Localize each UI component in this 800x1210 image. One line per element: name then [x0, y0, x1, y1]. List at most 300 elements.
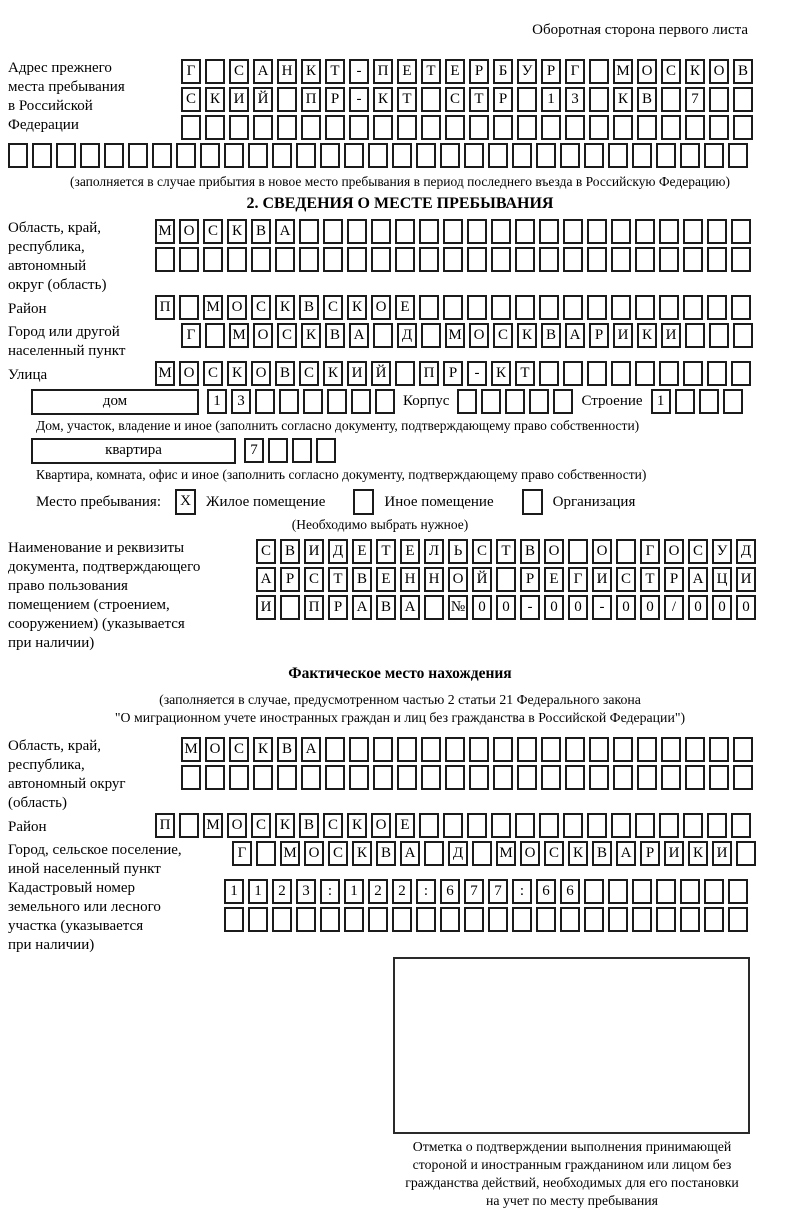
char-cell[interactable]: [611, 247, 631, 272]
char-cell[interactable]: [731, 295, 751, 320]
char-cell[interactable]: [443, 813, 463, 838]
char-cell[interactable]: К: [205, 87, 225, 112]
char-cell[interactable]: [229, 765, 249, 790]
char-cell[interactable]: И: [229, 87, 249, 112]
char-cell[interactable]: К: [275, 813, 295, 838]
char-cell[interactable]: [493, 115, 513, 140]
char-cell[interactable]: [685, 323, 705, 348]
char-cell[interactable]: [728, 907, 748, 932]
char-cell[interactable]: [563, 361, 583, 386]
char-cell[interactable]: М: [181, 737, 201, 762]
char-cell[interactable]: Г: [565, 59, 585, 84]
char-cell[interactable]: [320, 143, 340, 168]
char-cell[interactable]: [368, 907, 388, 932]
char-cell[interactable]: [56, 143, 76, 168]
char-cell[interactable]: -: [592, 595, 612, 620]
char-cell[interactable]: И: [664, 841, 684, 866]
char-cell[interactable]: [472, 841, 492, 866]
char-cell[interactable]: [587, 295, 607, 320]
char-cell[interactable]: [563, 247, 583, 272]
char-cell[interactable]: [683, 247, 703, 272]
char-cell[interactable]: [421, 87, 441, 112]
char-cell[interactable]: 2: [368, 879, 388, 904]
char-cell[interactable]: [323, 219, 343, 244]
char-cell[interactable]: И: [736, 567, 756, 592]
char-cell[interactable]: [565, 765, 585, 790]
char-cell[interactable]: Ц: [712, 567, 732, 592]
char-cell[interactable]: [683, 813, 703, 838]
char-cell[interactable]: О: [371, 813, 391, 838]
char-cell[interactable]: [683, 295, 703, 320]
char-cell[interactable]: [181, 765, 201, 790]
char-cell[interactable]: [301, 115, 321, 140]
char-cell[interactable]: [421, 765, 441, 790]
char-cell[interactable]: [589, 59, 609, 84]
char-cell[interactable]: [611, 361, 631, 386]
char-cell[interactable]: [496, 567, 516, 592]
char-cell[interactable]: [205, 765, 225, 790]
char-cell[interactable]: [368, 143, 388, 168]
char-cell[interactable]: С: [445, 87, 465, 112]
char-cell[interactable]: О: [251, 361, 271, 386]
char-cell[interactable]: О: [469, 323, 489, 348]
char-cell[interactable]: [637, 737, 657, 762]
char-cell[interactable]: [707, 813, 727, 838]
char-cell[interactable]: Т: [397, 87, 417, 112]
char-cell[interactable]: В: [733, 59, 753, 84]
char-cell[interactable]: С: [203, 219, 223, 244]
char-cell[interactable]: Р: [589, 323, 609, 348]
char-cell[interactable]: [371, 247, 391, 272]
char-cell[interactable]: [685, 737, 705, 762]
char-cell[interactable]: Й: [472, 567, 492, 592]
char-cell[interactable]: [584, 143, 604, 168]
char-cell[interactable]: [296, 143, 316, 168]
char-cell[interactable]: [635, 295, 655, 320]
char-cell[interactable]: [347, 247, 367, 272]
char-cell[interactable]: [419, 813, 439, 838]
char-cell[interactable]: [637, 115, 657, 140]
char-cell[interactable]: [515, 219, 535, 244]
char-cell[interactable]: К: [253, 737, 273, 762]
char-cell[interactable]: 1: [541, 87, 561, 112]
char-cell[interactable]: Р: [280, 567, 300, 592]
char-cell[interactable]: Д: [397, 323, 417, 348]
char-cell[interactable]: [613, 765, 633, 790]
char-cell[interactable]: [424, 841, 444, 866]
char-cell[interactable]: П: [155, 813, 175, 838]
char-cell[interactable]: С: [203, 361, 223, 386]
char-cell[interactable]: [563, 813, 583, 838]
char-cell[interactable]: [253, 765, 273, 790]
checkbox-organization[interactable]: [522, 489, 543, 515]
char-cell[interactable]: [635, 247, 655, 272]
char-cell[interactable]: [491, 295, 511, 320]
char-cell[interactable]: К: [637, 323, 657, 348]
char-cell[interactable]: [587, 813, 607, 838]
char-cell[interactable]: [467, 813, 487, 838]
char-cell[interactable]: [421, 323, 441, 348]
char-cell[interactable]: [179, 813, 199, 838]
char-cell[interactable]: [371, 219, 391, 244]
char-cell[interactable]: Р: [493, 87, 513, 112]
char-cell[interactable]: К: [373, 87, 393, 112]
checkbox-other-premises[interactable]: [353, 489, 374, 515]
char-cell[interactable]: [728, 143, 748, 168]
char-cell[interactable]: И: [712, 841, 732, 866]
char-cell[interactable]: [736, 841, 756, 866]
char-cell[interactable]: [467, 247, 487, 272]
char-cell[interactable]: [179, 247, 199, 272]
char-cell[interactable]: 1: [248, 879, 268, 904]
char-cell[interactable]: 7: [464, 879, 484, 904]
char-cell[interactable]: [539, 219, 559, 244]
char-cell[interactable]: М: [445, 323, 465, 348]
char-cell[interactable]: [344, 143, 364, 168]
char-cell[interactable]: [327, 389, 347, 414]
char-cell[interactable]: [685, 115, 705, 140]
char-cell[interactable]: [443, 219, 463, 244]
char-cell[interactable]: [560, 143, 580, 168]
char-cell[interactable]: [659, 361, 679, 386]
char-cell[interactable]: 0: [736, 595, 756, 620]
char-cell[interactable]: [635, 361, 655, 386]
char-cell[interactable]: [680, 143, 700, 168]
char-cell[interactable]: [589, 115, 609, 140]
char-cell[interactable]: К: [347, 813, 367, 838]
char-cell[interactable]: Е: [445, 59, 465, 84]
char-cell[interactable]: [659, 295, 679, 320]
char-cell[interactable]: К: [227, 361, 247, 386]
char-cell[interactable]: [347, 219, 367, 244]
char-cell[interactable]: -: [467, 361, 487, 386]
char-cell[interactable]: С: [472, 539, 492, 564]
char-cell[interactable]: [539, 813, 559, 838]
char-cell[interactable]: 1: [224, 879, 244, 904]
char-cell[interactable]: К: [613, 87, 633, 112]
char-cell[interactable]: [723, 389, 743, 414]
char-cell[interactable]: [277, 87, 297, 112]
char-cell[interactable]: [731, 219, 751, 244]
char-cell[interactable]: [397, 115, 417, 140]
char-cell[interactable]: [253, 115, 273, 140]
char-cell[interactable]: [733, 765, 753, 790]
char-cell[interactable]: И: [256, 595, 276, 620]
char-cell[interactable]: К: [685, 59, 705, 84]
char-cell[interactable]: [303, 389, 323, 414]
char-cell[interactable]: 0: [544, 595, 564, 620]
char-cell[interactable]: [587, 361, 607, 386]
char-cell[interactable]: [323, 247, 343, 272]
char-cell[interactable]: [733, 115, 753, 140]
char-cell[interactable]: [733, 87, 753, 112]
char-cell[interactable]: [707, 219, 727, 244]
char-cell[interactable]: 0: [472, 595, 492, 620]
char-cell[interactable]: [445, 115, 465, 140]
char-cell[interactable]: :: [320, 879, 340, 904]
char-cell[interactable]: В: [520, 539, 540, 564]
char-cell[interactable]: Ь: [448, 539, 468, 564]
char-cell[interactable]: [491, 247, 511, 272]
char-cell[interactable]: [419, 219, 439, 244]
char-cell[interactable]: [515, 813, 535, 838]
char-cell[interactable]: [704, 907, 724, 932]
char-cell[interactable]: А: [400, 595, 420, 620]
char-cell[interactable]: К: [275, 295, 295, 320]
char-cell[interactable]: [709, 323, 729, 348]
char-cell[interactable]: [613, 737, 633, 762]
char-cell[interactable]: С: [277, 323, 297, 348]
char-cell[interactable]: А: [616, 841, 636, 866]
char-cell[interactable]: [464, 143, 484, 168]
char-cell[interactable]: [565, 115, 585, 140]
char-cell[interactable]: 7: [685, 87, 705, 112]
char-cell[interactable]: 1: [651, 389, 671, 414]
char-cell[interactable]: [200, 143, 220, 168]
char-cell[interactable]: 6: [560, 879, 580, 904]
char-cell[interactable]: [611, 295, 631, 320]
char-cell[interactable]: Р: [469, 59, 489, 84]
char-cell[interactable]: [541, 765, 561, 790]
char-cell[interactable]: К: [517, 323, 537, 348]
char-cell[interactable]: Д: [328, 539, 348, 564]
char-cell[interactable]: [539, 247, 559, 272]
char-cell[interactable]: [488, 907, 508, 932]
char-cell[interactable]: Т: [469, 87, 489, 112]
char-cell[interactable]: [481, 389, 501, 414]
char-cell[interactable]: Л: [424, 539, 444, 564]
char-cell[interactable]: 1: [344, 879, 364, 904]
char-cell[interactable]: Р: [664, 567, 684, 592]
char-cell[interactable]: Н: [277, 59, 297, 84]
char-cell[interactable]: 0: [496, 595, 516, 620]
char-cell[interactable]: Е: [400, 539, 420, 564]
char-cell[interactable]: [733, 737, 753, 762]
char-cell[interactable]: 3: [296, 879, 316, 904]
char-cell[interactable]: [301, 765, 321, 790]
char-cell[interactable]: [536, 143, 556, 168]
char-cell[interactable]: С: [299, 361, 319, 386]
char-cell[interactable]: М: [229, 323, 249, 348]
char-cell[interactable]: О: [520, 841, 540, 866]
char-cell[interactable]: [539, 361, 559, 386]
char-cell[interactable]: М: [155, 361, 175, 386]
char-cell[interactable]: [536, 907, 556, 932]
char-cell[interactable]: [277, 765, 297, 790]
char-cell[interactable]: [325, 115, 345, 140]
char-cell[interactable]: И: [592, 567, 612, 592]
char-cell[interactable]: [656, 907, 676, 932]
char-cell[interactable]: Г: [232, 841, 252, 866]
checkbox-residential[interactable]: X: [175, 489, 196, 515]
char-cell[interactable]: О: [304, 841, 324, 866]
char-cell[interactable]: К: [323, 361, 343, 386]
char-cell[interactable]: 3: [231, 389, 251, 414]
char-cell[interactable]: Е: [395, 813, 415, 838]
char-cell[interactable]: [373, 737, 393, 762]
char-cell[interactable]: [733, 323, 753, 348]
char-cell[interactable]: [635, 219, 655, 244]
char-cell[interactable]: Е: [544, 567, 564, 592]
char-cell[interactable]: К: [301, 59, 321, 84]
char-cell[interactable]: М: [203, 813, 223, 838]
char-cell[interactable]: А: [352, 595, 372, 620]
char-cell[interactable]: [155, 247, 175, 272]
char-cell[interactable]: В: [376, 841, 396, 866]
char-cell[interactable]: [349, 115, 369, 140]
char-cell[interactable]: А: [301, 737, 321, 762]
char-cell[interactable]: [443, 247, 463, 272]
char-cell[interactable]: [320, 907, 340, 932]
char-cell[interactable]: Н: [424, 567, 444, 592]
char-cell[interactable]: [299, 247, 319, 272]
char-cell[interactable]: О: [179, 361, 199, 386]
char-cell[interactable]: [659, 813, 679, 838]
char-cell[interactable]: [205, 323, 225, 348]
char-cell[interactable]: Б: [493, 59, 513, 84]
char-cell[interactable]: :: [416, 879, 436, 904]
char-cell[interactable]: :: [512, 879, 532, 904]
char-cell[interactable]: [611, 813, 631, 838]
char-cell[interactable]: [251, 247, 271, 272]
char-cell[interactable]: [316, 438, 336, 463]
char-cell[interactable]: [515, 247, 535, 272]
char-cell[interactable]: И: [613, 323, 633, 348]
char-cell[interactable]: №: [448, 595, 468, 620]
char-cell[interactable]: [280, 595, 300, 620]
char-cell[interactable]: [704, 143, 724, 168]
char-cell[interactable]: [272, 143, 292, 168]
char-cell[interactable]: -: [349, 87, 369, 112]
char-cell[interactable]: [515, 295, 535, 320]
char-cell[interactable]: [395, 361, 415, 386]
char-cell[interactable]: [32, 143, 52, 168]
char-cell[interactable]: [731, 361, 751, 386]
char-cell[interactable]: А: [565, 323, 585, 348]
char-cell[interactable]: [589, 87, 609, 112]
char-cell[interactable]: [680, 907, 700, 932]
char-cell[interactable]: [224, 143, 244, 168]
char-cell[interactable]: [8, 143, 28, 168]
char-cell[interactable]: [255, 389, 275, 414]
char-cell[interactable]: [397, 737, 417, 762]
char-cell[interactable]: А: [349, 323, 369, 348]
char-cell[interactable]: [565, 737, 585, 762]
char-cell[interactable]: С: [328, 841, 348, 866]
char-cell[interactable]: В: [299, 295, 319, 320]
char-cell[interactable]: 0: [712, 595, 732, 620]
char-cell[interactable]: [179, 295, 199, 320]
char-cell[interactable]: [709, 115, 729, 140]
char-cell[interactable]: Р: [640, 841, 660, 866]
char-cell[interactable]: В: [592, 841, 612, 866]
char-cell[interactable]: [589, 737, 609, 762]
char-cell[interactable]: Р: [520, 567, 540, 592]
char-cell[interactable]: О: [371, 295, 391, 320]
char-cell[interactable]: [416, 907, 436, 932]
char-cell[interactable]: 3: [565, 87, 585, 112]
char-cell[interactable]: [292, 438, 312, 463]
char-cell[interactable]: [205, 115, 225, 140]
char-cell[interactable]: [553, 389, 573, 414]
char-cell[interactable]: Г: [568, 567, 588, 592]
char-cell[interactable]: С: [251, 813, 271, 838]
char-cell[interactable]: [707, 247, 727, 272]
char-cell[interactable]: С: [661, 59, 681, 84]
char-cell[interactable]: П: [419, 361, 439, 386]
char-cell[interactable]: О: [664, 539, 684, 564]
char-cell[interactable]: [517, 115, 537, 140]
char-cell[interactable]: [661, 115, 681, 140]
char-cell[interactable]: [637, 765, 657, 790]
char-cell[interactable]: С: [256, 539, 276, 564]
char-cell[interactable]: [613, 115, 633, 140]
char-cell[interactable]: [440, 143, 460, 168]
char-cell[interactable]: С: [688, 539, 708, 564]
char-cell[interactable]: [728, 879, 748, 904]
char-cell[interactable]: Р: [328, 595, 348, 620]
char-cell[interactable]: Г: [640, 539, 660, 564]
char-cell[interactable]: [373, 115, 393, 140]
char-cell[interactable]: [467, 219, 487, 244]
char-cell[interactable]: [656, 143, 676, 168]
char-cell[interactable]: [709, 87, 729, 112]
char-cell[interactable]: Т: [376, 539, 396, 564]
char-cell[interactable]: В: [637, 87, 657, 112]
char-cell[interactable]: П: [304, 595, 324, 620]
char-cell[interactable]: О: [227, 813, 247, 838]
char-cell[interactable]: А: [256, 567, 276, 592]
char-cell[interactable]: [539, 295, 559, 320]
char-cell[interactable]: [205, 59, 225, 84]
char-cell[interactable]: 7: [244, 438, 264, 463]
char-cell[interactable]: [529, 389, 549, 414]
char-cell[interactable]: [375, 389, 395, 414]
char-cell[interactable]: [709, 737, 729, 762]
char-cell[interactable]: /: [664, 595, 684, 620]
char-cell[interactable]: [469, 765, 489, 790]
char-cell[interactable]: [608, 143, 628, 168]
char-cell[interactable]: [587, 247, 607, 272]
char-cell[interactable]: [680, 879, 700, 904]
char-cell[interactable]: М: [280, 841, 300, 866]
char-cell[interactable]: [457, 389, 477, 414]
char-cell[interactable]: О: [205, 737, 225, 762]
char-cell[interactable]: [392, 907, 412, 932]
char-cell[interactable]: А: [400, 841, 420, 866]
char-cell[interactable]: Р: [443, 361, 463, 386]
char-cell[interactable]: С: [181, 87, 201, 112]
char-cell[interactable]: [373, 323, 393, 348]
char-cell[interactable]: [731, 247, 751, 272]
char-cell[interactable]: [248, 143, 268, 168]
char-cell[interactable]: [416, 143, 436, 168]
char-cell[interactable]: [488, 143, 508, 168]
char-cell[interactable]: [349, 737, 369, 762]
char-cell[interactable]: В: [325, 323, 345, 348]
char-cell[interactable]: В: [541, 323, 561, 348]
char-cell[interactable]: Е: [397, 59, 417, 84]
char-cell[interactable]: М: [155, 219, 175, 244]
char-cell[interactable]: [325, 765, 345, 790]
char-cell[interactable]: [491, 219, 511, 244]
char-cell[interactable]: А: [688, 567, 708, 592]
char-cell[interactable]: [563, 219, 583, 244]
char-cell[interactable]: В: [275, 361, 295, 386]
char-cell[interactable]: [659, 219, 679, 244]
char-cell[interactable]: [277, 115, 297, 140]
char-cell[interactable]: С: [323, 813, 343, 838]
